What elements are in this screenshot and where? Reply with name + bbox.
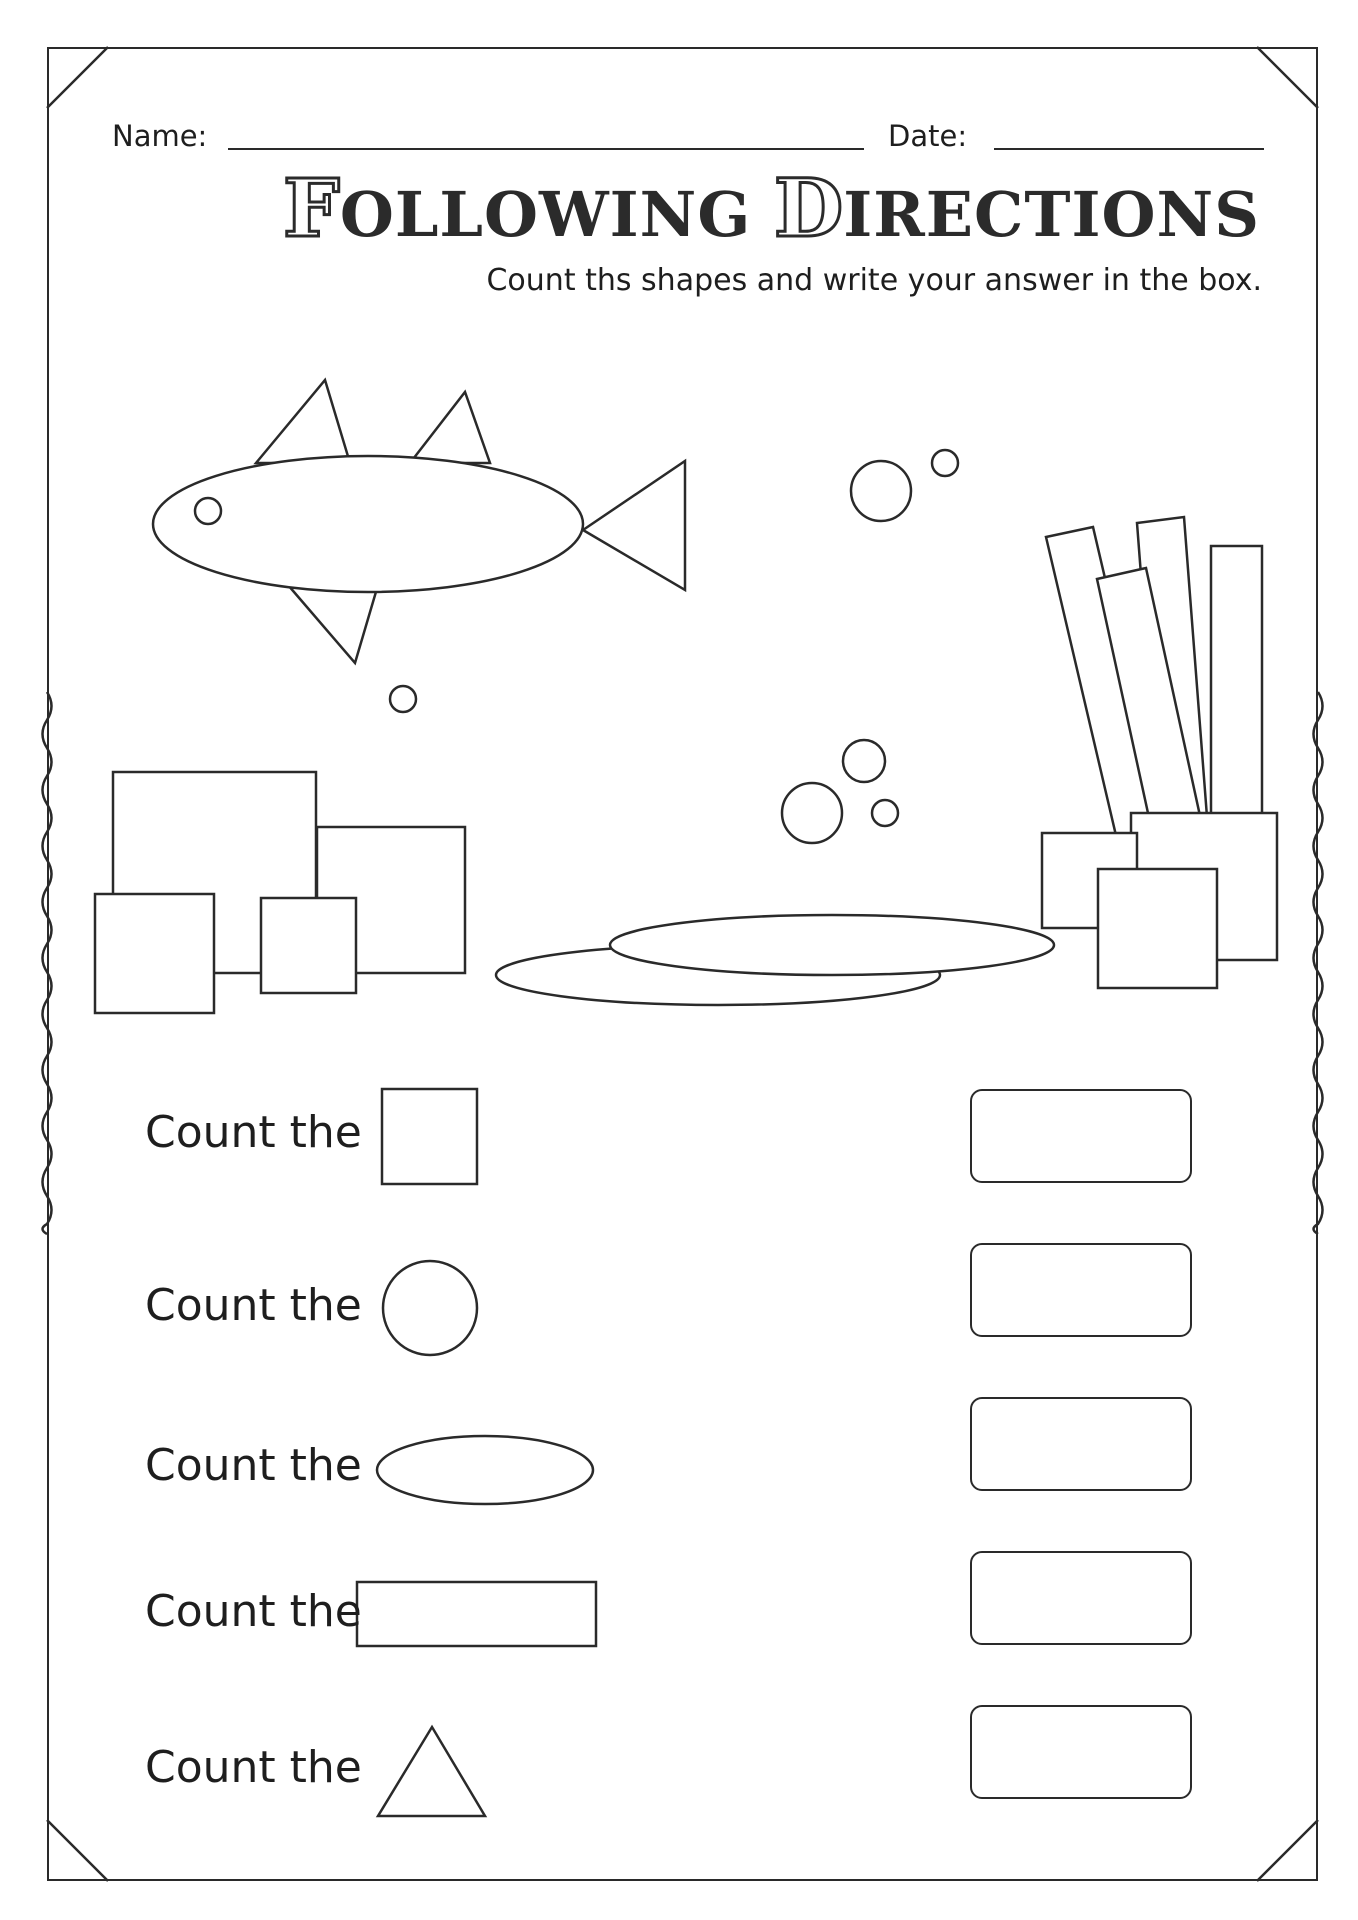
question-label-circle: Count the (145, 1280, 362, 1331)
pebble-oval-front (610, 915, 1054, 975)
bubble (782, 783, 842, 843)
fish-body (153, 456, 583, 592)
question-label-square: Count the (145, 1107, 362, 1158)
title-word-following: OLLOWING (339, 178, 752, 251)
square-icon (382, 1089, 477, 1184)
bubble (851, 461, 911, 521)
fish-tail (583, 461, 685, 590)
rock-square (95, 894, 214, 1013)
fish-eye (195, 498, 221, 524)
rock-square (1098, 869, 1217, 988)
answer-box-circle[interactable] (970, 1243, 1192, 1337)
oval-icon (377, 1436, 593, 1504)
fish-bottom-fin (288, 585, 378, 663)
fish-dorsal-fin-back (410, 392, 490, 463)
triangle-icon (378, 1727, 485, 1816)
name-label: Name: (112, 119, 208, 153)
answer-box-triangle[interactable] (970, 1705, 1192, 1799)
title-initial-d: D (773, 161, 844, 255)
title-word-directions: IRECTIONS (843, 178, 1260, 251)
answer-box-square[interactable] (970, 1089, 1192, 1183)
bubble (390, 686, 416, 712)
instruction-text: Count ths shapes and write your answer in the box. (486, 263, 1262, 298)
bubble (932, 450, 958, 476)
question-label-triangle: Count the (145, 1742, 362, 1793)
title-initial-f: F (283, 161, 340, 255)
question-label-rectangle: Count the (145, 1586, 362, 1637)
fish-dorsal-fin-front (256, 380, 350, 463)
rock-square-small (261, 898, 356, 993)
rectangle-icon (357, 1582, 596, 1646)
answer-box-rectangle[interactable] (970, 1551, 1192, 1645)
answer-box-oval[interactable] (970, 1397, 1192, 1491)
question-label-oval: Count the (145, 1440, 362, 1491)
plant-stem (1211, 546, 1262, 846)
date-label: Date: (888, 119, 968, 153)
bubble (843, 740, 885, 782)
bubble (872, 800, 898, 826)
circle-icon (383, 1261, 477, 1355)
